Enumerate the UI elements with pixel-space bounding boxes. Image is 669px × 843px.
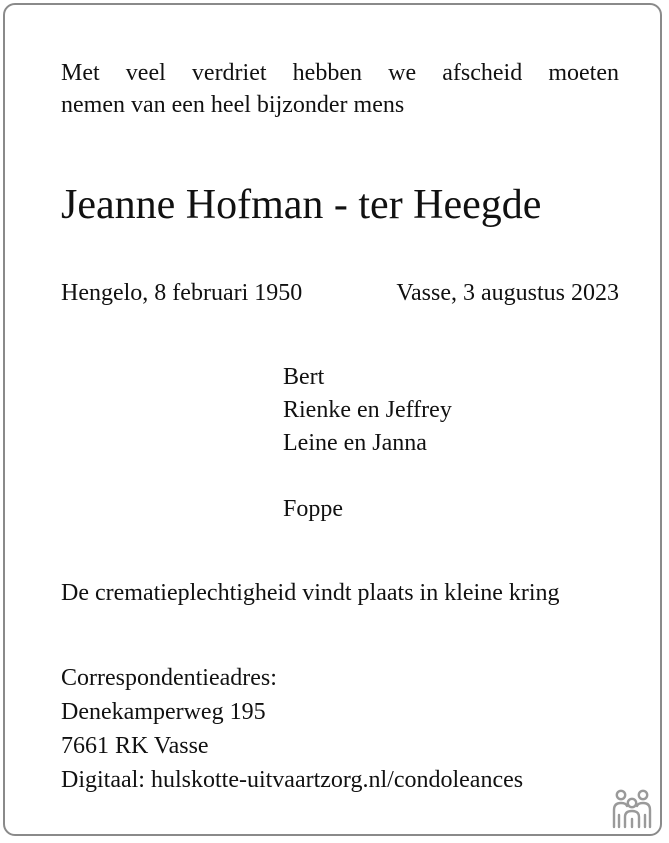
family-group-icon [608,786,656,830]
family-list [283,361,452,526]
opening-line-2: nemen van een heel bijzonder mens [61,92,405,118]
family-member: Leine en Janna [283,430,427,456]
birth-date: Hengelo, 8 februari 1950 [61,280,303,306]
address-street: Denekamperweg 195 [61,699,266,725]
ceremony-notice: De crematieplechtigheid vindt plaats in kleine kring [61,580,560,606]
family-spacer [283,460,452,493]
opening-text [61,57,619,121]
announcement-card [3,3,662,836]
family-member: Rienke en Jeffrey [283,397,452,423]
address-heading: Correspondentieadres: [61,665,277,691]
correspondence-address [61,661,523,797]
address-digital: Digitaal: hulskotte-uitvaartzorg.nl/condoleances [61,767,524,793]
family-member: Foppe [283,496,343,522]
family-member: Bert [283,364,325,390]
address-city: 7661 RK Vasse [61,733,209,759]
death-date: Vasse, 3 augustus 2023 [396,280,619,306]
deceased-name: Jeanne Hofman - ter Heegde [61,182,542,228]
opening-line-1: Met veel verdriet hebben we afscheid moeten [61,60,619,86]
